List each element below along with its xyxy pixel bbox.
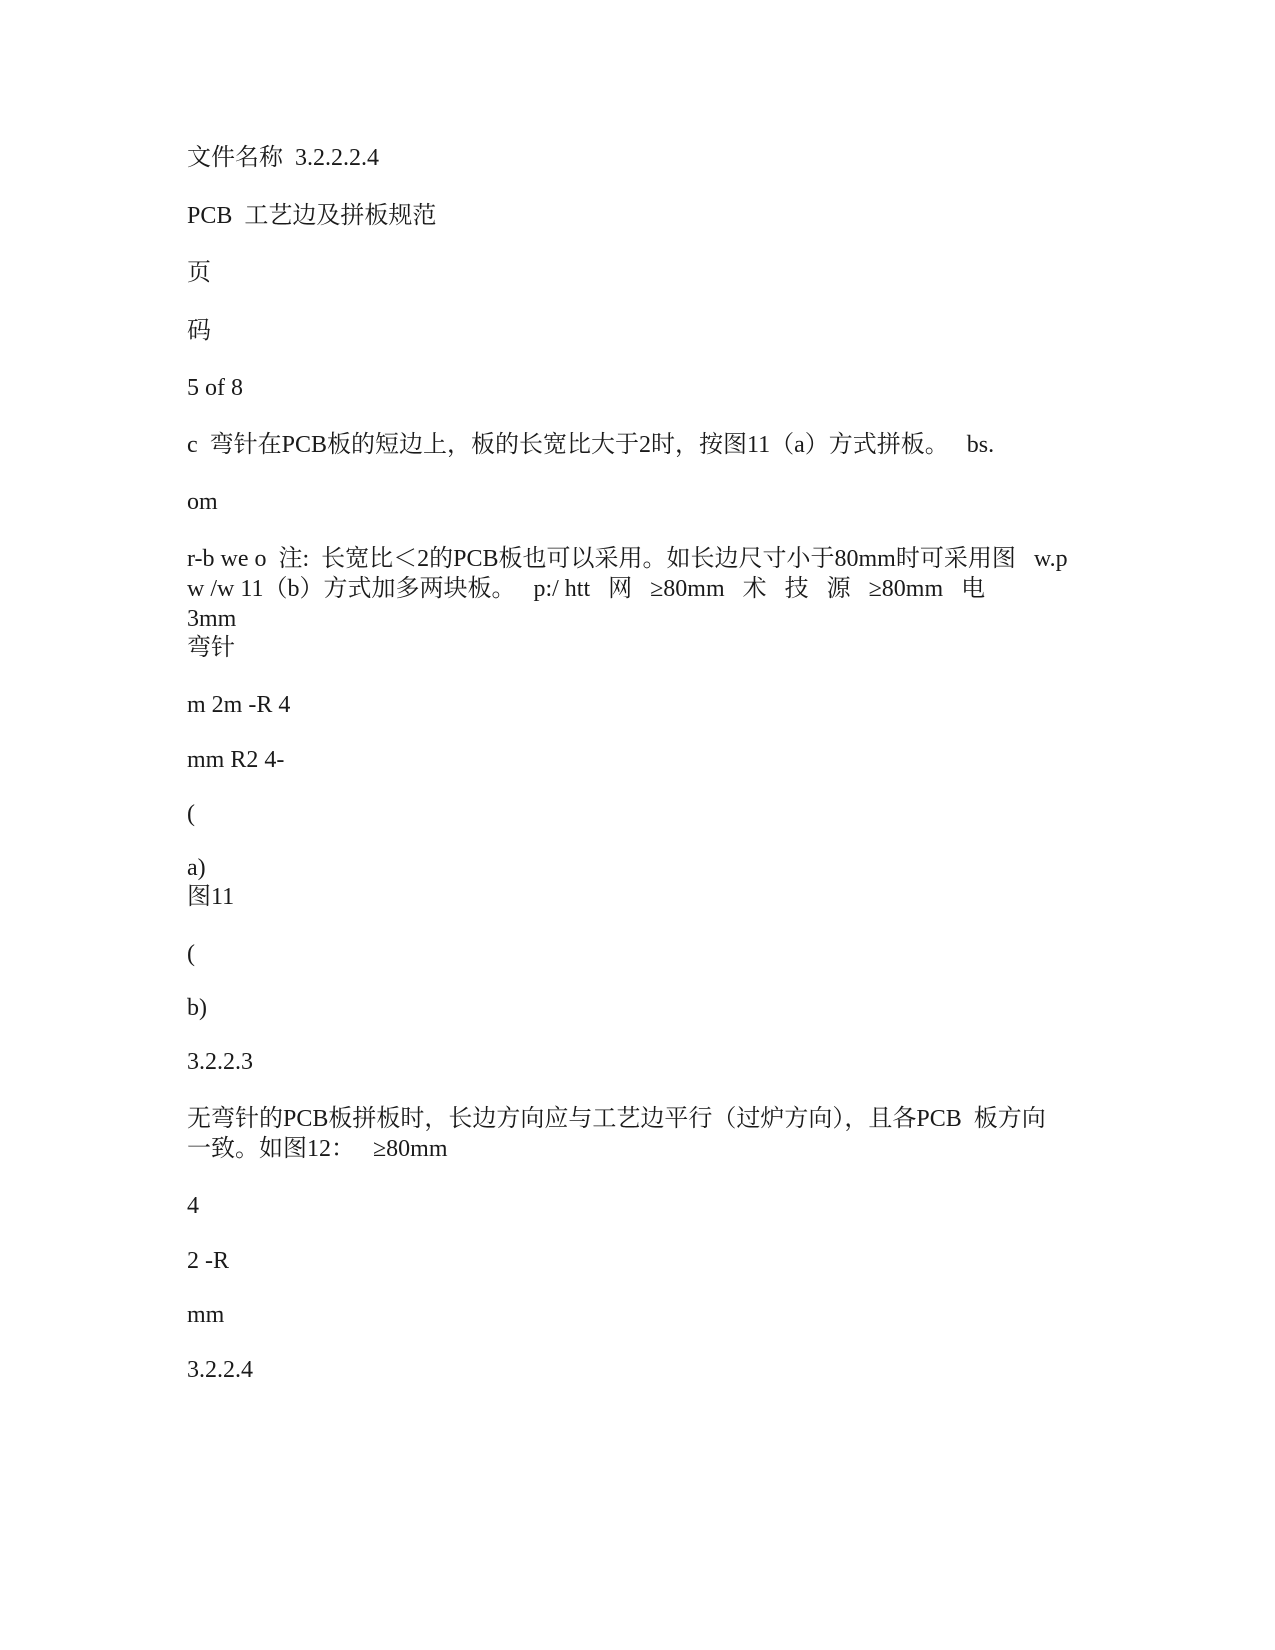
paren-open-a: ( [187, 801, 195, 827]
figure-a-dimension-1: m 2m -R 4 [187, 692, 291, 718]
figure-11-caption: 图11 [187, 884, 235, 910]
paren-open-b: ( [187, 941, 195, 967]
paragraph-3-2-2-3-line-2: 一致。如图12： ≥80mm [187, 1136, 448, 1162]
figure-a-dimension-2: mm R2 4- [187, 747, 285, 773]
section-3-2-2-4: 3.2.2.4 [187, 1357, 253, 1383]
label-a: a) [187, 855, 206, 881]
figure-12-dimension-4: 4 [187, 1193, 199, 1219]
paragraph-c: c 弯针在PCB板的短边上，板的长宽比大于2时，按图11（a）方式拼板。 bs. [187, 432, 995, 458]
page-number: 5 of 8 [187, 375, 243, 401]
file-name-header: 文件名称 3.2.2.2.4 [187, 145, 379, 171]
dimension-3mm: 3mm [187, 606, 237, 632]
document-title: PCB 工艺边及拼板规范 [187, 203, 437, 229]
figure-12-dimension-2r: 2 -R [187, 1248, 229, 1274]
figure-12-unit-mm: mm [187, 1302, 225, 1328]
section-3-2-2-3: 3.2.2.3 [187, 1049, 253, 1075]
note-line-2: w /w 11（b）方式加多两块板。 p:/ htt 网 ≥80mm 术 技 源 ≥80mm 电 [187, 576, 986, 602]
page-label-ma: 码 [187, 318, 211, 344]
paragraph-3-2-2-3-line-1: 无弯针的PCB板拼板时，长边方向应与工艺边平行（过炉方向），且各PCB 板方向 [187, 1106, 1046, 1132]
label-wanzhen: 弯针 [187, 635, 235, 661]
page-label-ye: 页 [187, 260, 211, 286]
text-fragment-om: om [187, 489, 218, 515]
label-b: b) [187, 995, 207, 1021]
note-line-1: r-b we o 注: 长宽比＜2的PCB板也可以采用。如长边尺寸小于80mm时可采用图 w.p [187, 546, 1068, 572]
